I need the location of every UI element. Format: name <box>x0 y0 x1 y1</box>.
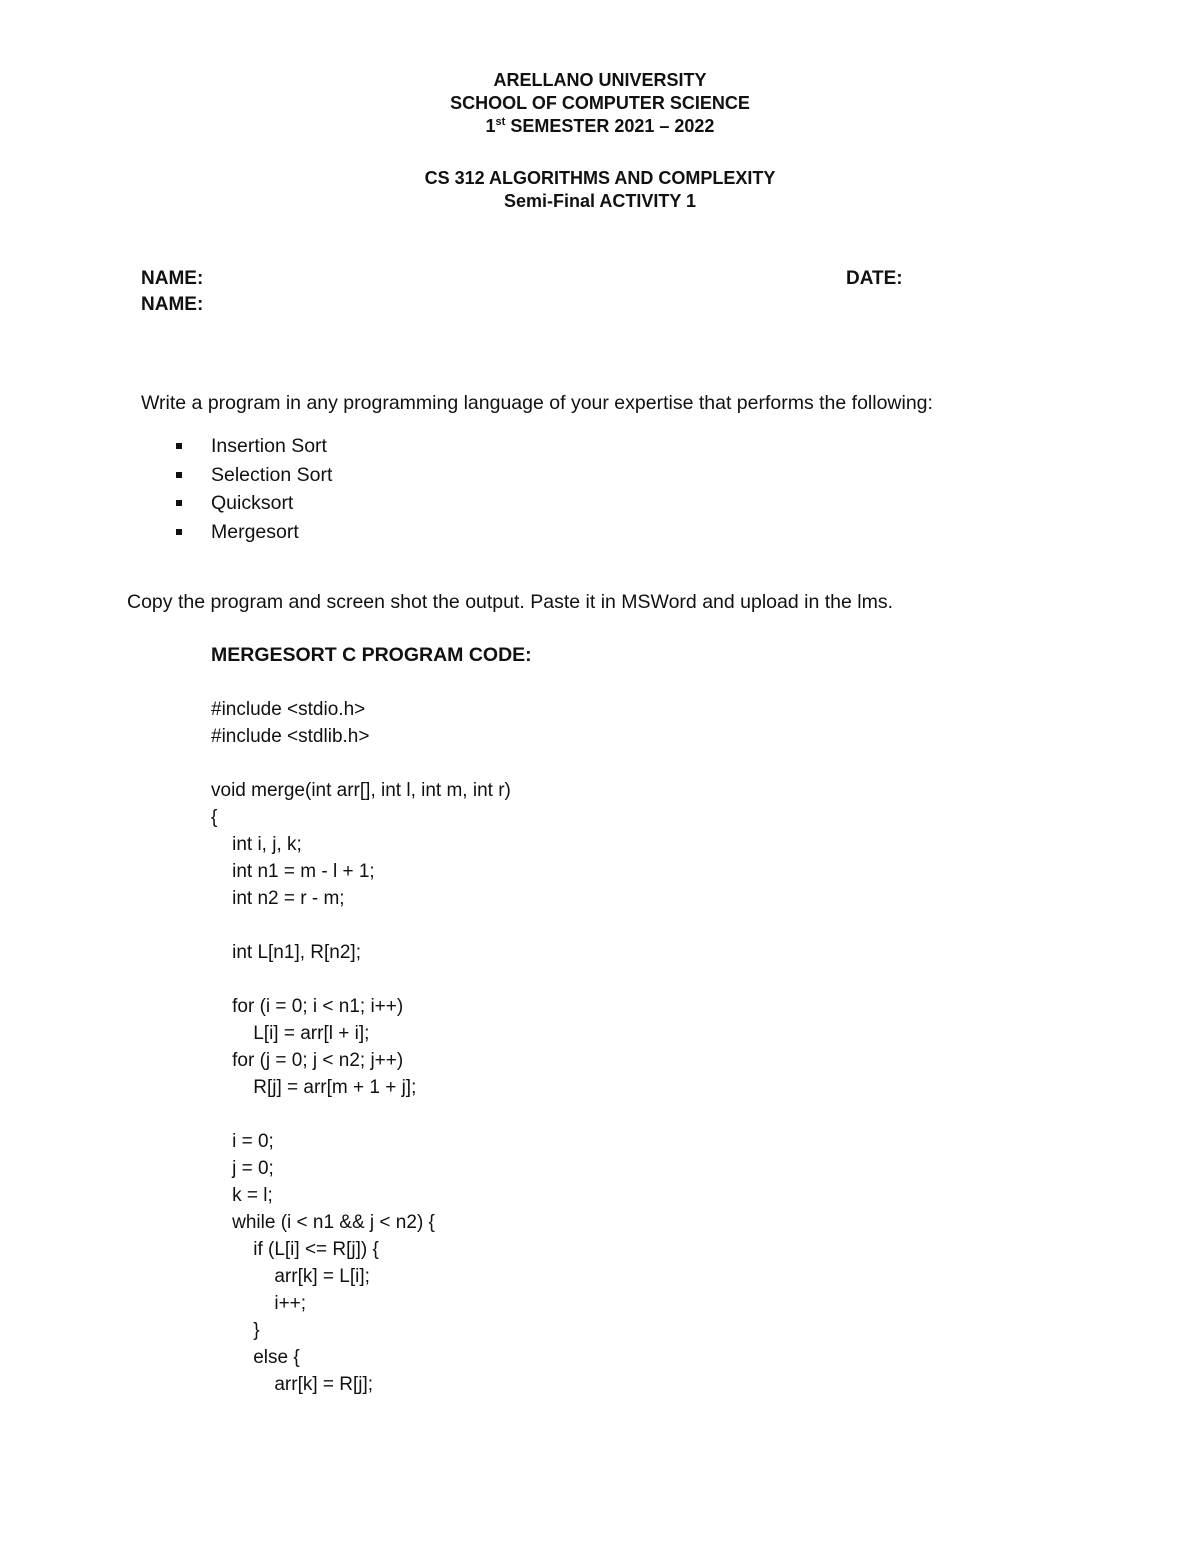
code-line: for (i = 0; i < n1; i++) <box>211 996 404 1017</box>
code-line: k = l; <box>211 1185 273 1206</box>
semester-line <box>0 115 1200 138</box>
code-line: { <box>211 807 218 828</box>
code-line: } <box>211 1320 260 1341</box>
instruction-text: Copy the program and screen shot the output. Paste it in MSWord and upload in the lms. <box>127 591 893 613</box>
code-line: L[i] = arr[l + i]; <box>211 1023 370 1044</box>
code-block <box>211 696 511 1398</box>
list-item-label: Insertion Sort <box>211 435 327 458</box>
list-item-label: Quicksort <box>211 492 294 515</box>
sort-list <box>176 432 332 546</box>
code-line <box>211 1101 511 1128</box>
semester-number: 1 <box>485 116 496 136</box>
code-line: i++; <box>211 1293 307 1314</box>
semester-suffix: st <box>495 116 506 128</box>
document-header <box>0 69 1200 138</box>
code-line <box>211 912 511 939</box>
code-line: j = 0; <box>211 1158 274 1179</box>
list-item <box>176 489 332 518</box>
code-line: R[j] = arr[m + 1 + j]; <box>211 1077 417 1098</box>
code-line: #include <stdio.h> <box>211 699 366 720</box>
code-line: for (j = 0; j < n2; j++) <box>211 1050 404 1071</box>
square-bullet-icon <box>176 529 182 535</box>
activity-title: Semi-Final ACTIVITY 1 <box>503 191 697 211</box>
code-line: int L[n1], R[n2]; <box>211 942 361 963</box>
school-name: SCHOOL OF COMPUTER SCIENCE <box>450 93 750 113</box>
list-item <box>176 461 332 490</box>
date-label: DATE: <box>846 268 903 289</box>
list-item-label: Mergesort <box>211 521 299 544</box>
code-line: int n2 = r - m; <box>211 888 345 909</box>
code-line: else { <box>211 1347 300 1368</box>
square-bullet-icon <box>176 443 182 449</box>
name-label-2: NAME: <box>141 294 204 315</box>
code-line: int i, j, k; <box>211 834 302 855</box>
course-header <box>0 167 1200 213</box>
code-line <box>211 750 511 777</box>
list-item-label: Selection Sort <box>211 463 333 486</box>
list-item <box>176 518 332 547</box>
code-section-title: MERGESORT C PROGRAM CODE: <box>211 644 532 666</box>
code-line: arr[k] = R[j]; <box>211 1374 374 1395</box>
square-bullet-icon <box>176 500 182 506</box>
course-title: CS 312 ALGORITHMS AND COMPLEXITY <box>424 168 776 188</box>
code-line: while (i < n1 && j < n2) { <box>211 1212 435 1233</box>
name-label-1: NAME: <box>141 268 204 289</box>
code-line: #include <stdlib.h> <box>211 726 370 747</box>
intro-text: Write a program in any programming language of your expertise that performs the following: <box>141 392 933 414</box>
list-item <box>176 432 332 461</box>
code-line: i = 0; <box>211 1131 274 1152</box>
code-line: if (L[i] <= R[j]) { <box>211 1239 379 1260</box>
university-name: ARELLANO UNIVERSITY <box>493 70 707 90</box>
semester-years: SEMESTER 2021 – 2022 <box>505 116 715 136</box>
code-line <box>211 966 511 993</box>
code-line: arr[k] = L[i]; <box>211 1266 370 1287</box>
code-line: void merge(int arr[], int l, int m, int r) <box>211 780 511 801</box>
square-bullet-icon <box>176 472 182 478</box>
code-line: int n1 = m - l + 1; <box>211 861 375 882</box>
